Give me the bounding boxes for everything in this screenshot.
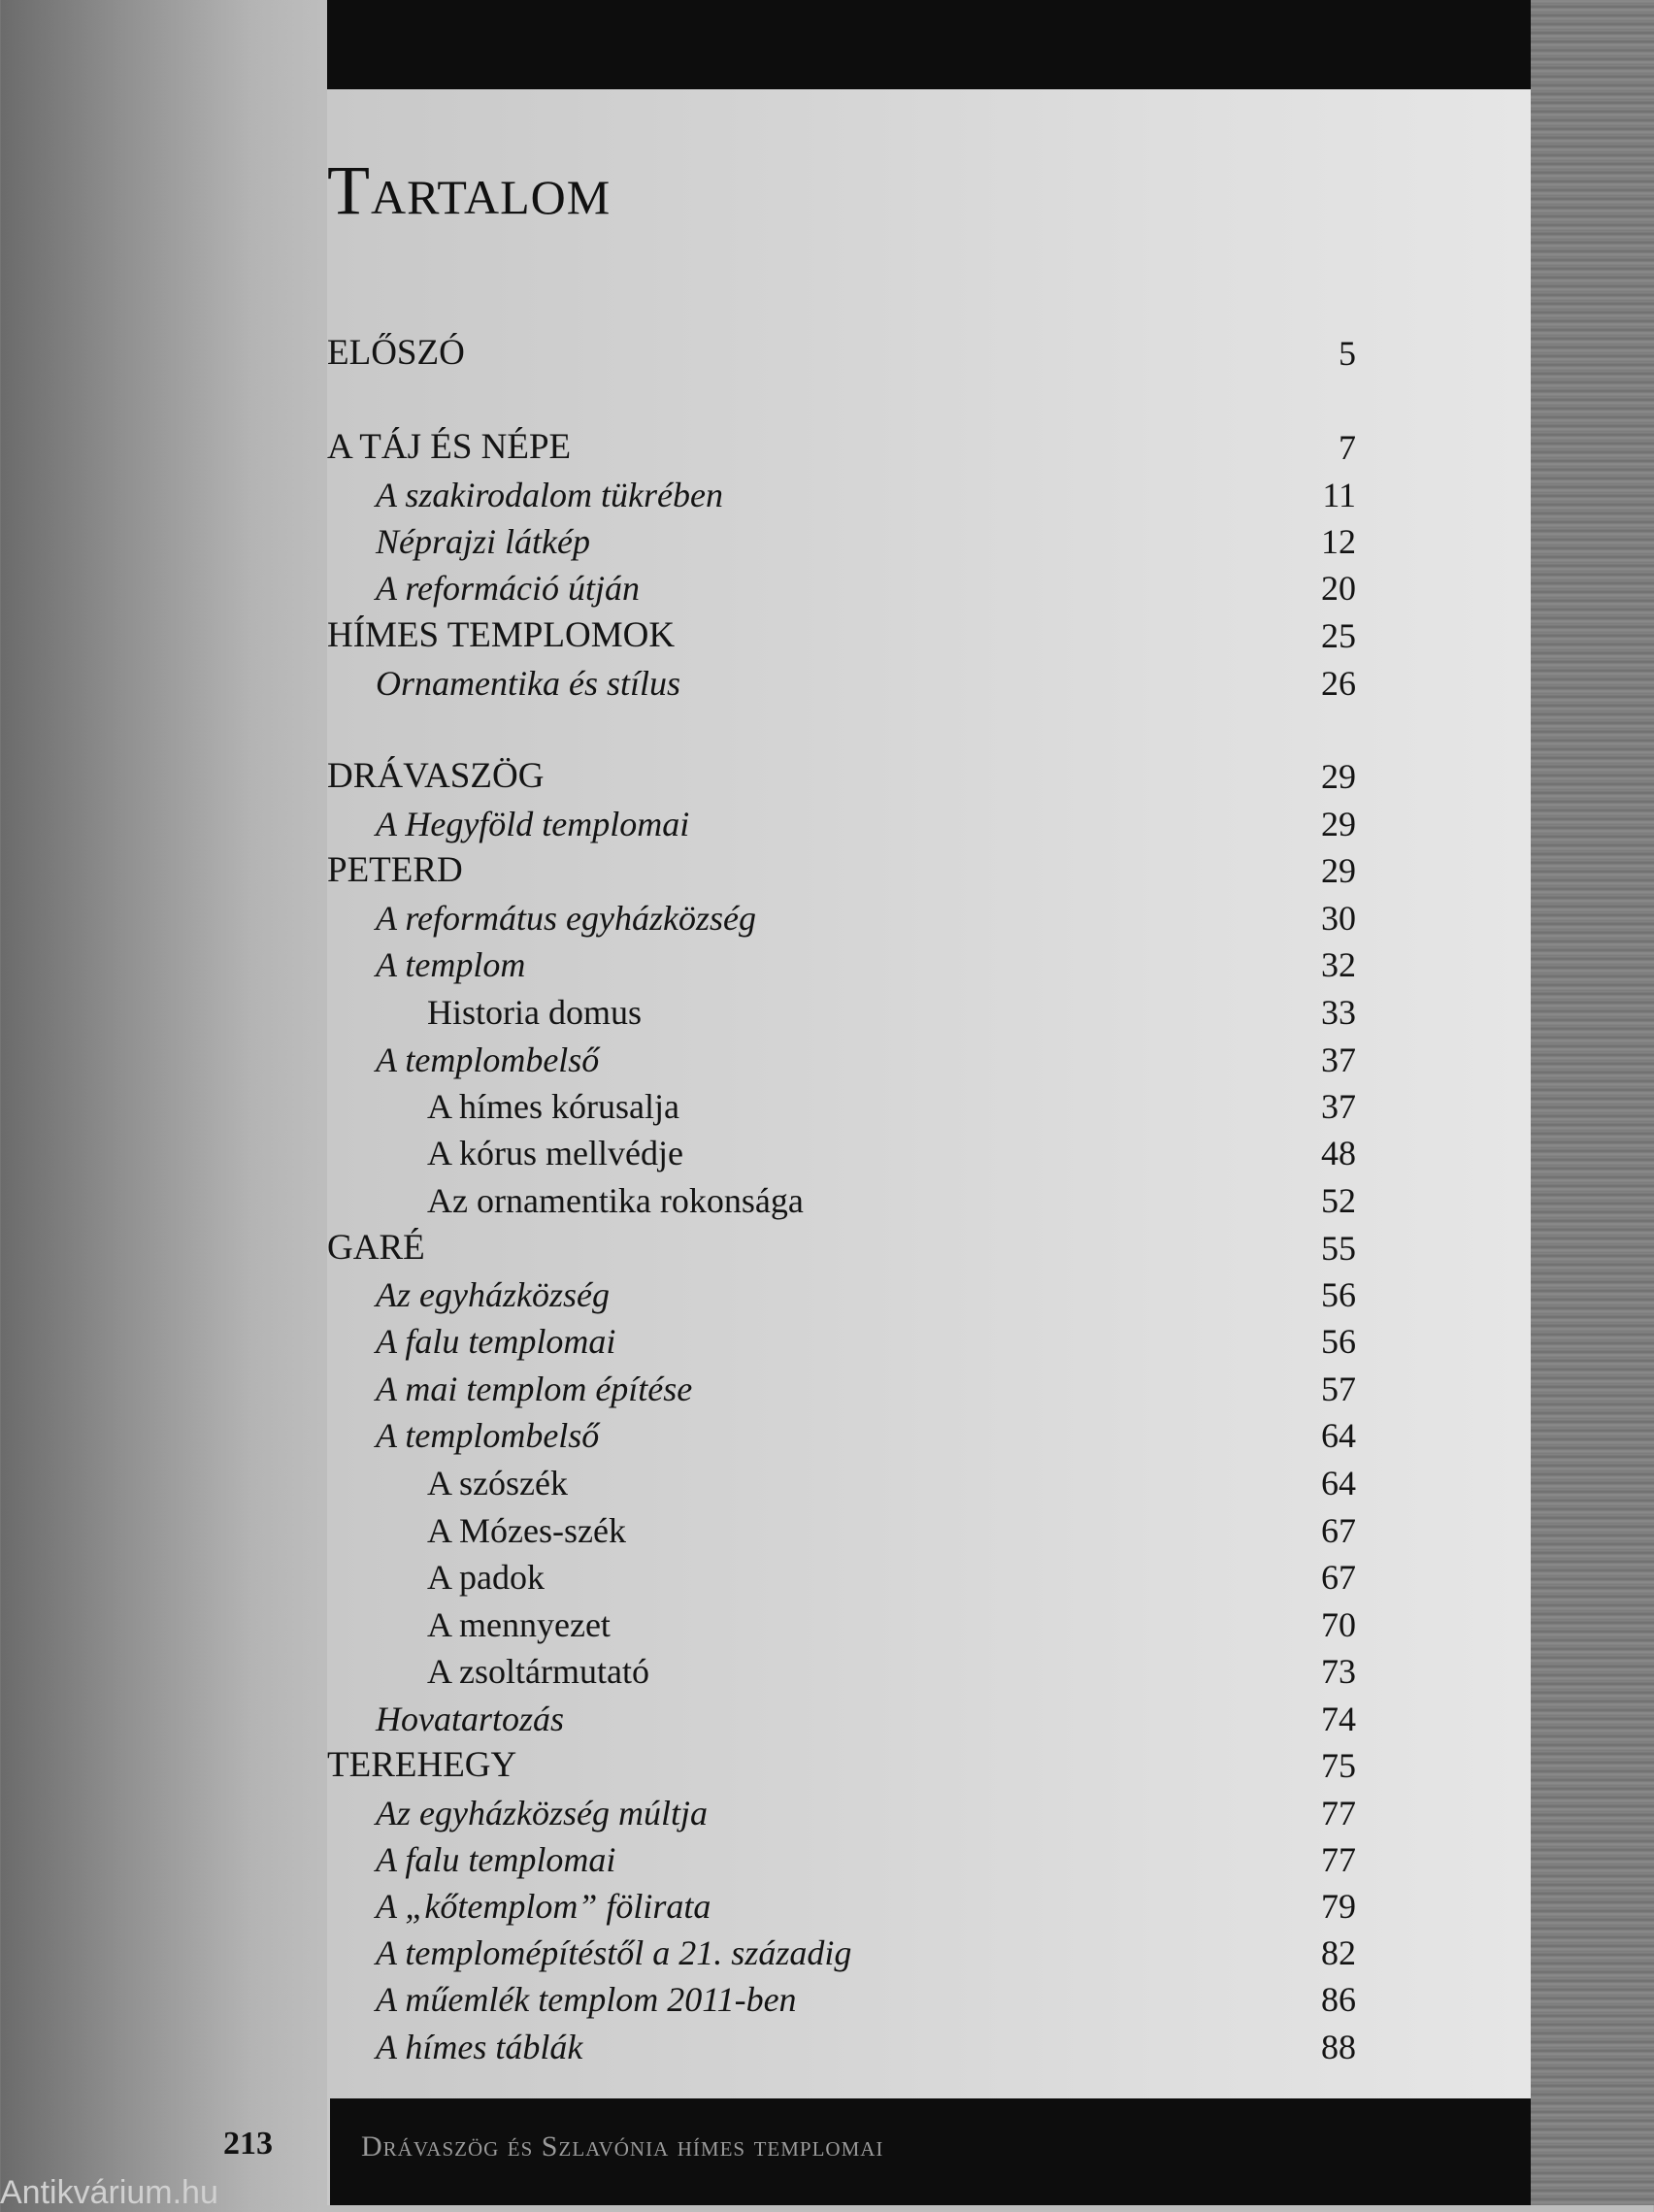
page-title: Tartalom — [327, 151, 612, 229]
toc-entry-title: A hímes táblák — [376, 2028, 583, 2066]
toc-entry — [327, 1601, 1356, 1648]
toc-entry-title: A szakirodalom tükrében — [376, 476, 723, 514]
toc-entry-page: 64 — [1321, 1416, 1356, 1455]
toc-entry-page: 30 — [1321, 899, 1356, 938]
toc-entry-title: Ornamentika és stílus — [376, 664, 680, 703]
toc-entry — [327, 1930, 1356, 1976]
toc-entry — [327, 1130, 1356, 1176]
toc-entry-page: 82 — [1321, 1933, 1356, 1972]
toc-entry — [327, 612, 1356, 659]
toc-entry — [327, 1976, 1356, 2023]
toc-entry-title: PETERD — [327, 850, 463, 890]
toc-entry — [327, 1883, 1356, 1930]
toc-entry-title: A Hegyföld templomai — [376, 805, 690, 843]
toc-entry-title: ELŐSZÓ — [327, 333, 465, 373]
toc-entry — [327, 330, 1356, 377]
toc-entry-title: Néprajzi látkép — [376, 522, 590, 561]
toc-entry — [327, 1412, 1356, 1459]
toc-entry-title: GARÉ — [327, 1228, 425, 1268]
toc-entry — [327, 1554, 1356, 1601]
toc-entry-page: 67 — [1321, 1558, 1356, 1597]
toc-entry-title: TEREHEGY — [327, 1745, 517, 1785]
toc-entry — [327, 847, 1356, 894]
toc-entry-page: 74 — [1321, 1700, 1356, 1738]
toc-entry-page: 56 — [1321, 1322, 1356, 1361]
toc-entry-title: A templomépítéstől a 21. századig — [376, 1933, 852, 1972]
toc-entry-page: 77 — [1321, 1840, 1356, 1879]
toc-entry — [327, 1742, 1356, 1789]
page-number: 213 — [223, 2126, 273, 2162]
toc-entry — [327, 2024, 1356, 2070]
toc-entry-title: A kórus mellvédje — [427, 1134, 683, 1172]
toc-entry-title: Az egyházközség — [376, 1275, 610, 1314]
toc-entry-page: 86 — [1321, 1980, 1356, 2019]
toc-entry-page: 5 — [1339, 334, 1356, 373]
toc-entry-title: A falu templomai — [376, 1840, 616, 1879]
toc-entry — [327, 660, 1356, 707]
toc-entry-page: 52 — [1321, 1181, 1356, 1220]
toc-entry — [327, 1177, 1356, 1224]
toc-entry — [327, 1696, 1356, 1742]
toc-entry — [327, 1318, 1356, 1365]
toc-entry — [327, 1790, 1356, 1836]
toc-entry — [327, 1836, 1356, 1883]
toc-entry — [327, 565, 1356, 611]
toc-entry-page: 29 — [1321, 805, 1356, 843]
toc-entry-title: Az ornamentika rokonsága — [427, 1181, 804, 1220]
toc-entry-page: 75 — [1321, 1746, 1356, 1785]
toc-entry-title: HÍMES TEMPLOMOK — [327, 615, 676, 655]
toc-entry-page: 48 — [1321, 1134, 1356, 1172]
toc-entry-title: Az egyházközség múltja — [376, 1794, 708, 1832]
toc-entry — [327, 753, 1356, 800]
toc-entry-page: 77 — [1321, 1794, 1356, 1832]
toc-entry-page: 88 — [1321, 2028, 1356, 2066]
toc-entry-title: A zsoltármutató — [427, 1652, 649, 1691]
running-title: Drávaszög és Szlavónia hímes templomai — [361, 2130, 884, 2162]
toc-entry — [327, 1366, 1356, 1412]
toc-entry-title: A mennyezet — [427, 1605, 611, 1644]
toc-entry-title: A reformáció útján — [376, 569, 640, 608]
toc-entry-page: 29 — [1321, 757, 1356, 796]
toc-entry-page: 33 — [1321, 993, 1356, 1032]
toc-entry — [327, 1225, 1356, 1271]
toc-entry — [327, 989, 1356, 1036]
toc-entry-page: 64 — [1321, 1464, 1356, 1502]
toc-entry-page: 11 — [1322, 476, 1356, 514]
toc-entry-page: 37 — [1321, 1087, 1356, 1126]
toc-entry — [327, 801, 1356, 847]
toc-entry — [327, 472, 1356, 518]
toc-entry — [327, 895, 1356, 941]
toc-entry — [327, 1271, 1356, 1318]
toc-entry-title: A templombelső — [376, 1416, 600, 1455]
toc-entry-page: 56 — [1321, 1275, 1356, 1314]
toc-entry-title: A szószék — [427, 1464, 568, 1502]
toc-entry-title: Hovatartozás — [376, 1700, 565, 1738]
toc-entry — [327, 1648, 1356, 1695]
toc-entry-page: 73 — [1321, 1652, 1356, 1691]
toc-entry-page: 79 — [1321, 1887, 1356, 1926]
toc-entry-page: 55 — [1321, 1229, 1356, 1268]
toc-entry-title: A templom — [376, 945, 526, 984]
toc-entry-title: Historia domus — [427, 993, 642, 1032]
toc-entry — [327, 941, 1356, 988]
toc-entry — [327, 1460, 1356, 1506]
toc-entry-title: A falu templomai — [376, 1322, 616, 1361]
toc-entry-page: 20 — [1321, 569, 1356, 608]
toc-entry-title: DRÁVASZÖG — [327, 756, 545, 796]
toc-entry-title: A Mózes-szék — [427, 1511, 626, 1550]
toc-entry-title: A TÁJ ÉS NÉPE — [327, 427, 572, 467]
toc-entry-page: 57 — [1321, 1370, 1356, 1408]
toc-entry-page: 70 — [1321, 1605, 1356, 1644]
toc-entry-page: 37 — [1321, 1040, 1356, 1079]
toc-entry-page: 32 — [1321, 945, 1356, 984]
toc-entry-title: A műemlék templom 2011-ben — [376, 1980, 797, 2019]
toc-entry-page: 29 — [1321, 851, 1356, 890]
toc-entry-title: A „kőtemplom” fölirata — [376, 1887, 711, 1926]
toc-entry-title: A református egyházközség — [376, 899, 756, 938]
toc-entry-page: 25 — [1321, 616, 1356, 655]
toc-entry-page: 67 — [1321, 1511, 1356, 1550]
toc-entry-page: 7 — [1339, 428, 1356, 467]
toc-entry-page: 12 — [1321, 522, 1356, 561]
watermark: Antikvárium.hu — [0, 2174, 218, 2211]
toc-entry-page: 26 — [1321, 664, 1356, 703]
toc-entry — [327, 424, 1356, 471]
book-spine — [1531, 0, 1654, 2205]
header-black-bar — [327, 0, 1531, 89]
toc-entry — [327, 1037, 1356, 1083]
toc-entry — [327, 1507, 1356, 1554]
toc-entry-title: A padok — [427, 1558, 545, 1597]
toc-entry-title: A hímes kórusalja — [427, 1087, 679, 1126]
toc-entry — [327, 518, 1356, 565]
toc-entry-title: A mai templom építése — [376, 1370, 693, 1408]
toc-entry — [327, 1083, 1356, 1130]
toc-entry-title: A templombelső — [376, 1040, 600, 1079]
